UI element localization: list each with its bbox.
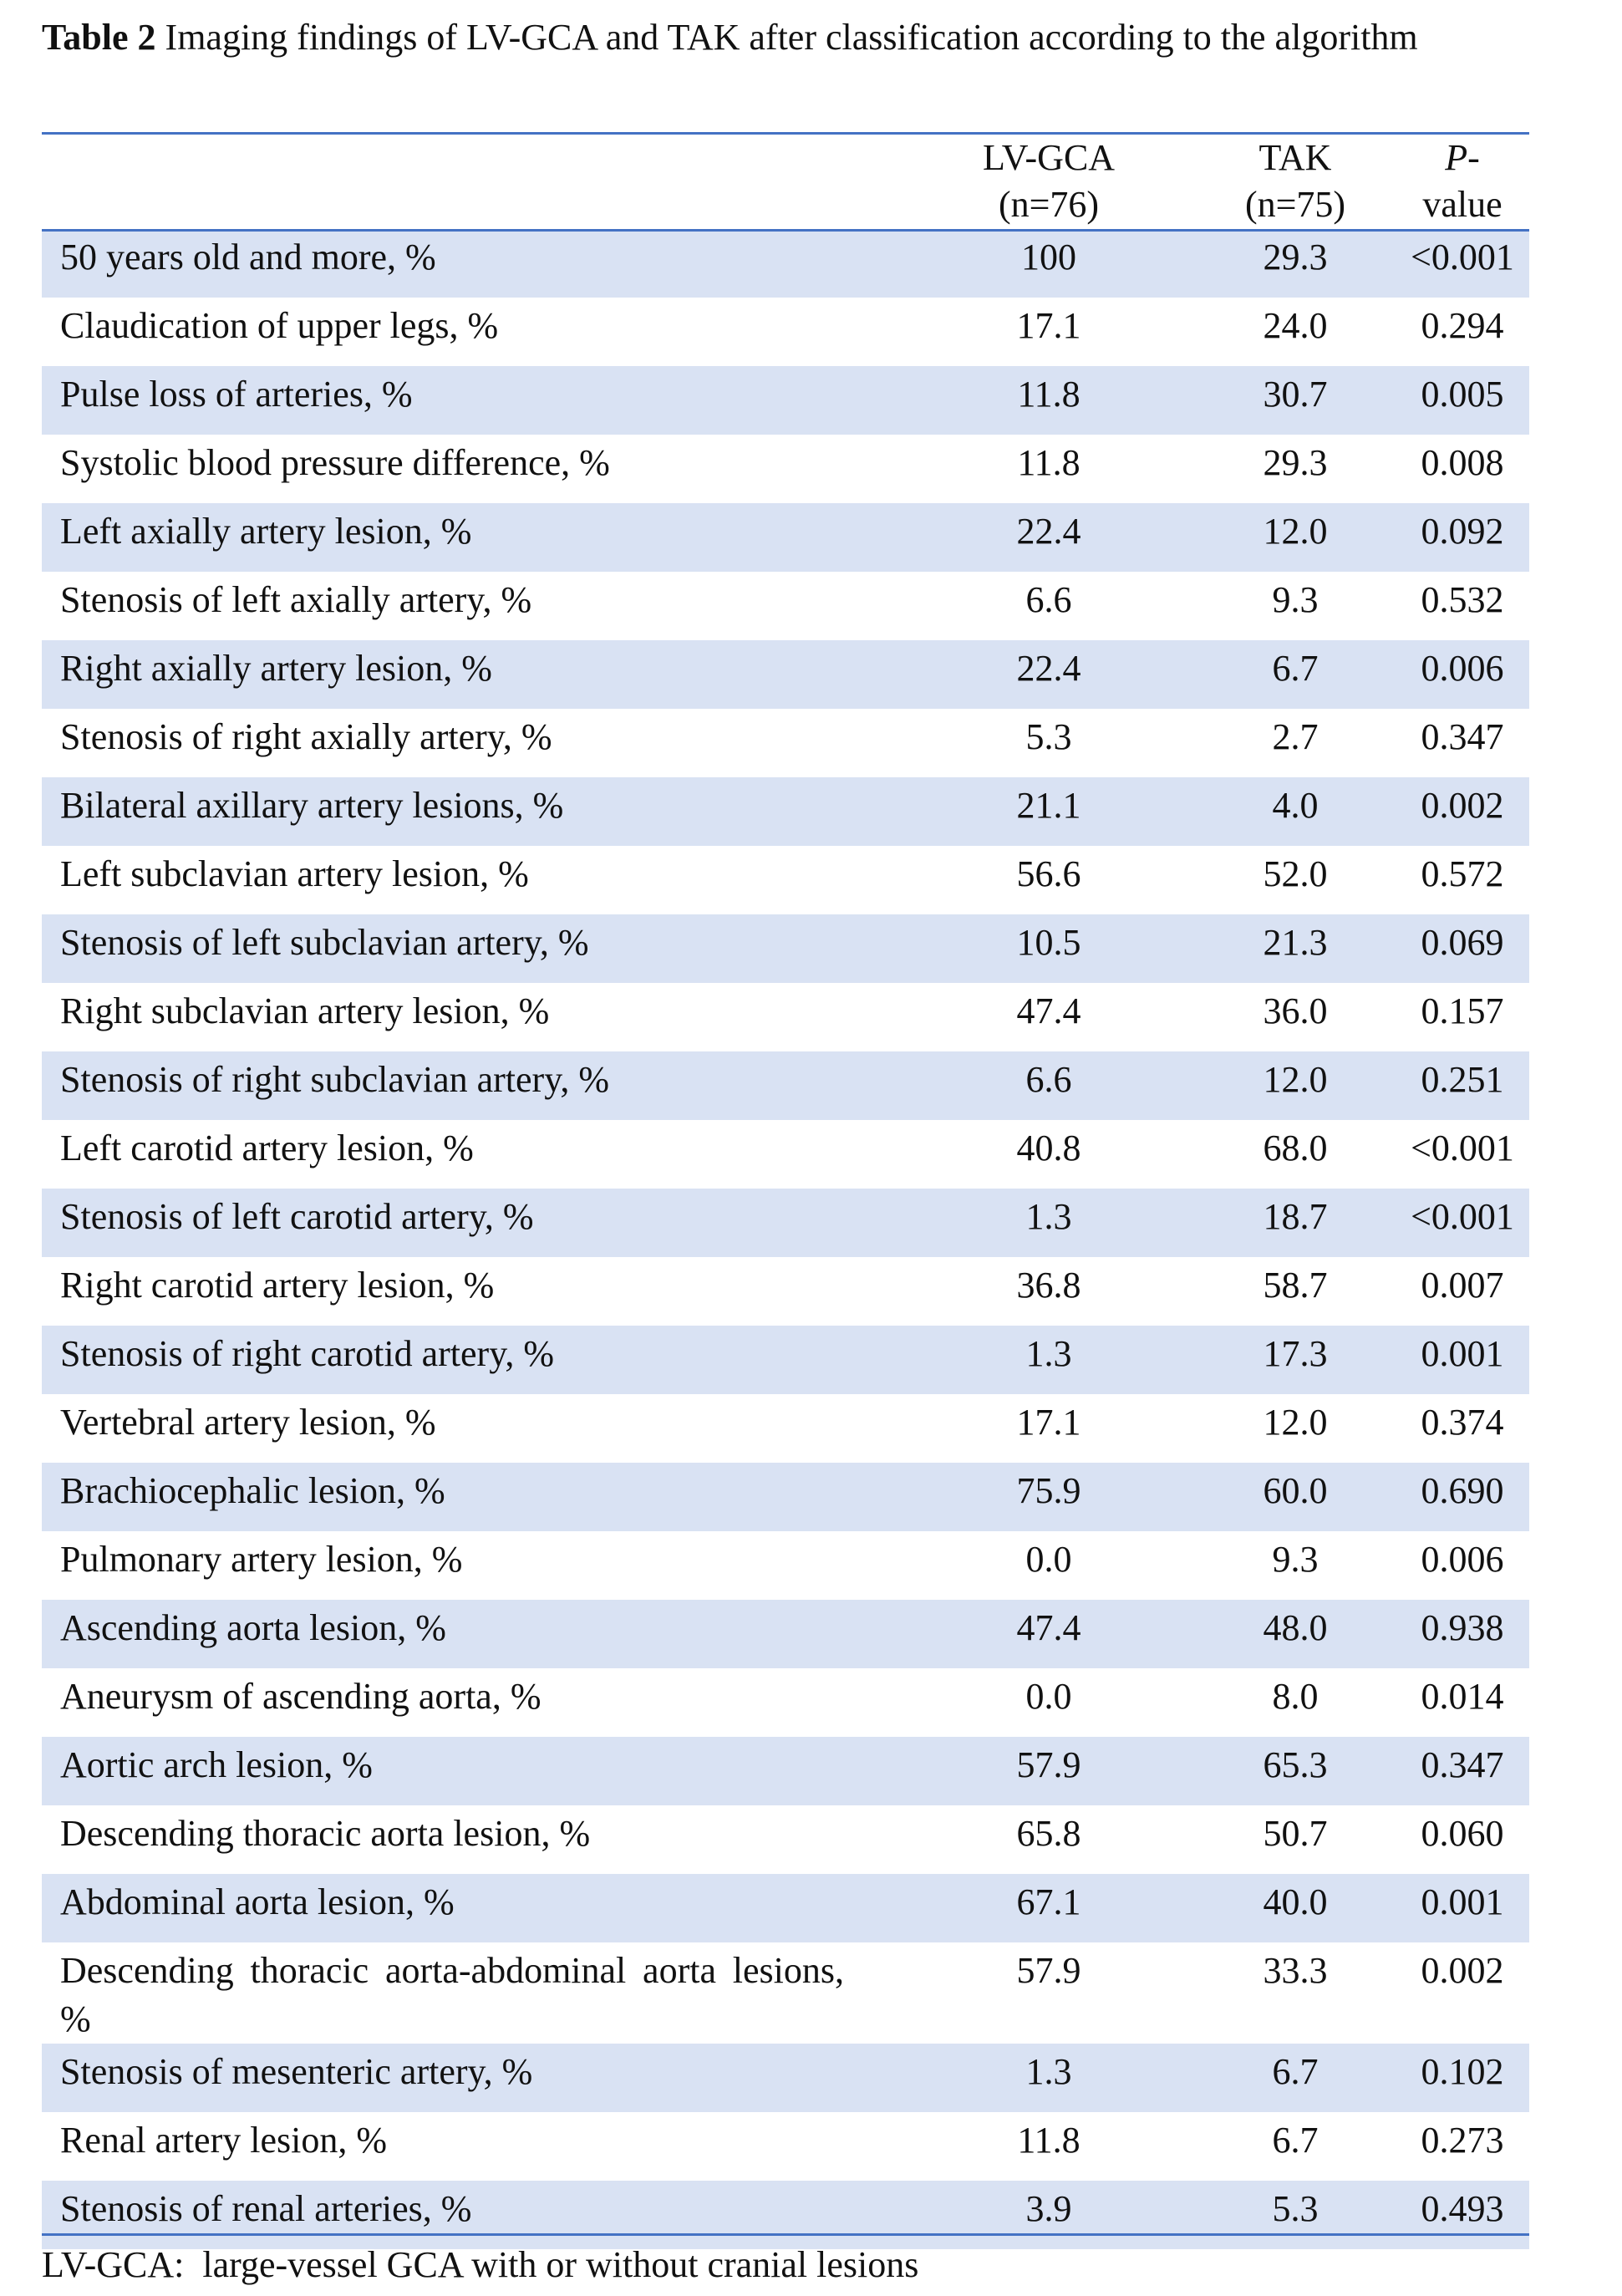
row-tak-value: 4.0 [1272, 785, 1319, 826]
row-p-value: 0.251 [1421, 1059, 1504, 1100]
table-bottom-rule [42, 2233, 1529, 2236]
row-label: Descending thoracic aorta-abdominal aorta lesions, % [60, 1950, 844, 2039]
table-row [42, 2112, 1529, 2181]
row-p-value: <0.001 [1411, 1128, 1514, 1168]
row-lv-gca-value: 1.3 [1025, 1333, 1072, 1374]
row-tak-value: 5.3 [1272, 2188, 1319, 2229]
row-p-value: 0.001 [1421, 1881, 1504, 1922]
row-label: Aneurysm of ascending aorta, % [60, 1676, 542, 1717]
row-label: Stenosis of right axially artery, % [60, 716, 552, 757]
table-row [42, 435, 1529, 503]
row-p-value: <0.001 [1411, 237, 1514, 277]
row-label: Right carotid artery lesion, % [60, 1265, 495, 1306]
table-row [42, 777, 1529, 846]
row-label: Pulse loss of arteries, % [60, 374, 413, 415]
header-p-value-word: value [1422, 184, 1503, 225]
table-row [42, 1737, 1529, 1805]
table-row [42, 640, 1529, 709]
row-tak-value: 58.7 [1263, 1265, 1328, 1306]
row-p-value: 0.374 [1421, 1402, 1504, 1443]
row-p-value: 0.347 [1421, 716, 1504, 757]
row-tak-value: 6.7 [1272, 648, 1319, 689]
row-lv-gca-value: 22.4 [1016, 511, 1081, 552]
row-tak-value: 48.0 [1263, 1607, 1328, 1648]
row-p-value: 0.294 [1421, 305, 1504, 346]
header-p-value [1396, 135, 1529, 229]
row-lv-gca-value: 100 [1021, 237, 1076, 277]
table-header-rule [42, 229, 1529, 232]
row-label: Left axially artery lesion, % [60, 511, 472, 552]
table-caption-text: Imaging findings of LV-GCA and TAK after classification according to the algorithm [165, 17, 1418, 58]
row-label: Brachiocephalic lesion, % [60, 1470, 445, 1511]
table-body [42, 229, 1529, 2249]
row-tak-value: 8.0 [1272, 1676, 1319, 1717]
row-lv-gca-value: 22.4 [1016, 648, 1081, 689]
row-p-value: 0.273 [1421, 2120, 1504, 2161]
row-tak-value: 12.0 [1263, 1402, 1328, 1443]
row-tak-value: 33.3 [1263, 1950, 1328, 1991]
row-p-value: 0.014 [1421, 1676, 1504, 1717]
row-lv-gca-value: 57.9 [1016, 1950, 1081, 1991]
row-label: Stenosis of left carotid artery, % [60, 1196, 534, 1237]
row-lv-gca-value: 3.9 [1025, 2188, 1072, 2229]
row-tak-value: 40.0 [1263, 1881, 1328, 1922]
row-tak-value: 52.0 [1263, 853, 1328, 894]
header-p-dash: - [1467, 137, 1480, 178]
row-tak-value: 36.0 [1263, 990, 1328, 1031]
row-label: Pulmonary artery lesion, % [60, 1539, 463, 1580]
row-tak-value: 6.7 [1272, 2120, 1319, 2161]
row-p-value: 0.532 [1421, 579, 1504, 620]
row-lv-gca-value: 75.9 [1016, 1470, 1081, 1511]
row-label: Claudication of upper legs, % [60, 305, 499, 346]
table-row [42, 298, 1529, 366]
row-tak-value: 29.3 [1263, 442, 1328, 483]
row-label: Stenosis of mesenteric artery, % [60, 2051, 533, 2092]
row-p-value: 0.102 [1421, 2051, 1504, 2092]
row-tak-value: 12.0 [1263, 1059, 1328, 1100]
row-lv-gca-value: 11.8 [1017, 2120, 1080, 2161]
row-tak-value: 50.7 [1263, 1813, 1328, 1854]
row-lv-gca-value: 57.9 [1016, 1744, 1081, 1785]
table-row [42, 709, 1529, 777]
table-row [42, 1051, 1529, 1120]
row-tak-value: 65.3 [1263, 1744, 1328, 1785]
table-caption-label: Table 2 [42, 17, 156, 58]
row-lv-gca-value: 47.4 [1016, 1607, 1081, 1648]
row-label: 50 years old and more, % [60, 237, 436, 277]
row-label: Aortic arch lesion, % [60, 1744, 373, 1785]
table-row [42, 846, 1529, 914]
row-p-value: 0.572 [1421, 853, 1504, 894]
row-label: Stenosis of renal arteries, % [60, 2188, 472, 2229]
row-lv-gca-value: 10.5 [1016, 922, 1081, 963]
row-lv-gca-value: 1.3 [1025, 1196, 1072, 1237]
row-lv-gca-value: 5.3 [1025, 716, 1072, 757]
row-p-value: 0.060 [1421, 1813, 1504, 1854]
row-label: Bilateral axillary artery lesions, % [60, 785, 564, 826]
table-row [42, 1600, 1529, 1668]
row-label: Left carotid artery lesion, % [60, 1128, 474, 1168]
table-row [42, 914, 1529, 983]
row-tak-value: 12.0 [1263, 511, 1328, 552]
row-tak-value: 29.3 [1263, 237, 1328, 277]
row-tak-value: 2.7 [1272, 716, 1319, 757]
row-tak-value: 21.3 [1263, 922, 1328, 963]
row-tak-value: 68.0 [1263, 1128, 1328, 1168]
table-row [42, 1463, 1529, 1531]
row-p-value: 0.002 [1421, 785, 1504, 826]
table-row [42, 1326, 1529, 1394]
row-lv-gca-value: 47.4 [1016, 990, 1081, 1031]
table-row [42, 1257, 1529, 1326]
table-row [42, 1668, 1529, 1737]
row-label: Renal artery lesion, % [60, 2120, 387, 2161]
row-p-value: 0.007 [1421, 1265, 1504, 1306]
table-row [42, 1120, 1529, 1189]
row-lv-gca-value: 6.6 [1025, 579, 1072, 620]
table-caption [42, 7, 1529, 69]
row-lv-gca-value: 0.0 [1025, 1539, 1072, 1580]
row-label: Vertebral artery lesion, % [60, 1402, 436, 1443]
row-lv-gca-value: 17.1 [1016, 1402, 1081, 1443]
row-p-value: 0.493 [1421, 2188, 1504, 2229]
table-row [42, 572, 1529, 640]
row-label: Right axially artery lesion, % [60, 648, 492, 689]
row-tak-value: 17.3 [1263, 1333, 1328, 1374]
row-tak-value: 9.3 [1272, 1539, 1319, 1580]
row-label: Left subclavian artery lesion, % [60, 853, 529, 894]
table-row [42, 1394, 1529, 1463]
table-row [42, 1805, 1529, 1874]
row-p-value: 0.069 [1421, 922, 1504, 963]
header-tak [1195, 135, 1396, 229]
table-row [42, 1189, 1529, 1257]
row-label: Stenosis of right subclavian artery, % [60, 1059, 609, 1100]
table-row [42, 983, 1529, 1051]
row-lv-gca-value: 65.8 [1016, 1813, 1081, 1854]
row-lv-gca-value: 0.0 [1025, 1676, 1072, 1717]
header-lv-gca-n: (n=76) [998, 184, 1100, 225]
row-label: Stenosis of left subclavian artery, % [60, 922, 589, 963]
row-tak-value: 60.0 [1263, 1470, 1328, 1511]
row-label: Ascending aorta lesion, % [60, 1607, 446, 1648]
row-lv-gca-value: 21.1 [1016, 785, 1081, 826]
row-label: Systolic blood pressure difference, % [60, 442, 610, 483]
row-p-value: 0.005 [1421, 374, 1504, 415]
table-row [42, 2044, 1529, 2112]
table-footnote: LV-GCA: large-vessel GCA with or without cranial lesions [42, 2244, 919, 2285]
row-p-value: 0.006 [1421, 648, 1504, 689]
header-blank-cell [42, 135, 903, 229]
row-p-value: 0.008 [1421, 442, 1504, 483]
row-lv-gca-value: 40.8 [1016, 1128, 1081, 1168]
table-row [42, 366, 1529, 435]
row-label: Stenosis of right carotid artery, % [60, 1333, 554, 1374]
row-tak-value: 24.0 [1263, 305, 1328, 346]
header-tak-name: TAK [1258, 137, 1332, 178]
row-label: Stenosis of left axially artery, % [60, 579, 532, 620]
row-tak-value: 30.7 [1263, 374, 1328, 415]
row-p-value: <0.001 [1411, 1196, 1514, 1237]
table-row [42, 1531, 1529, 1600]
row-p-value: 0.938 [1421, 1607, 1504, 1648]
row-lv-gca-value: 36.8 [1016, 1265, 1081, 1306]
row-p-value: 0.157 [1421, 990, 1504, 1031]
row-lv-gca-value: 1.3 [1025, 2051, 1072, 2092]
row-p-value: 0.006 [1421, 1539, 1504, 1580]
row-lv-gca-value: 11.8 [1017, 374, 1080, 415]
row-lv-gca-value: 6.6 [1025, 1059, 1072, 1100]
table-row [42, 1874, 1529, 1942]
row-p-value: 0.001 [1421, 1333, 1504, 1374]
row-lv-gca-value: 56.6 [1016, 853, 1081, 894]
table-row [42, 503, 1529, 572]
row-lv-gca-value: 67.1 [1016, 1881, 1081, 1922]
row-tak-value: 9.3 [1272, 579, 1319, 620]
row-tak-value: 6.7 [1272, 2051, 1319, 2092]
row-lv-gca-value: 17.1 [1016, 305, 1081, 346]
table-header [42, 135, 1529, 229]
header-lv-gca [903, 135, 1195, 229]
row-lv-gca-value: 11.8 [1017, 442, 1080, 483]
findings-table [42, 135, 1529, 2249]
row-p-value: 0.092 [1421, 511, 1504, 552]
row-p-value: 0.002 [1421, 1950, 1504, 1991]
header-p-italic: P [1445, 137, 1468, 178]
table-row [42, 229, 1529, 298]
row-label: Descending thoracic aorta lesion, % [60, 1813, 591, 1854]
row-tak-value: 18.7 [1263, 1196, 1328, 1237]
row-p-value: 0.690 [1421, 1470, 1504, 1511]
row-p-value: 0.347 [1421, 1744, 1504, 1785]
header-tak-n: (n=75) [1244, 184, 1346, 225]
header-lv-gca-name: LV-GCA [982, 137, 1116, 178]
table-row [42, 1942, 1529, 2044]
row-label: Right subclavian artery lesion, % [60, 990, 550, 1031]
row-label: Abdominal aorta lesion, % [60, 1881, 455, 1922]
